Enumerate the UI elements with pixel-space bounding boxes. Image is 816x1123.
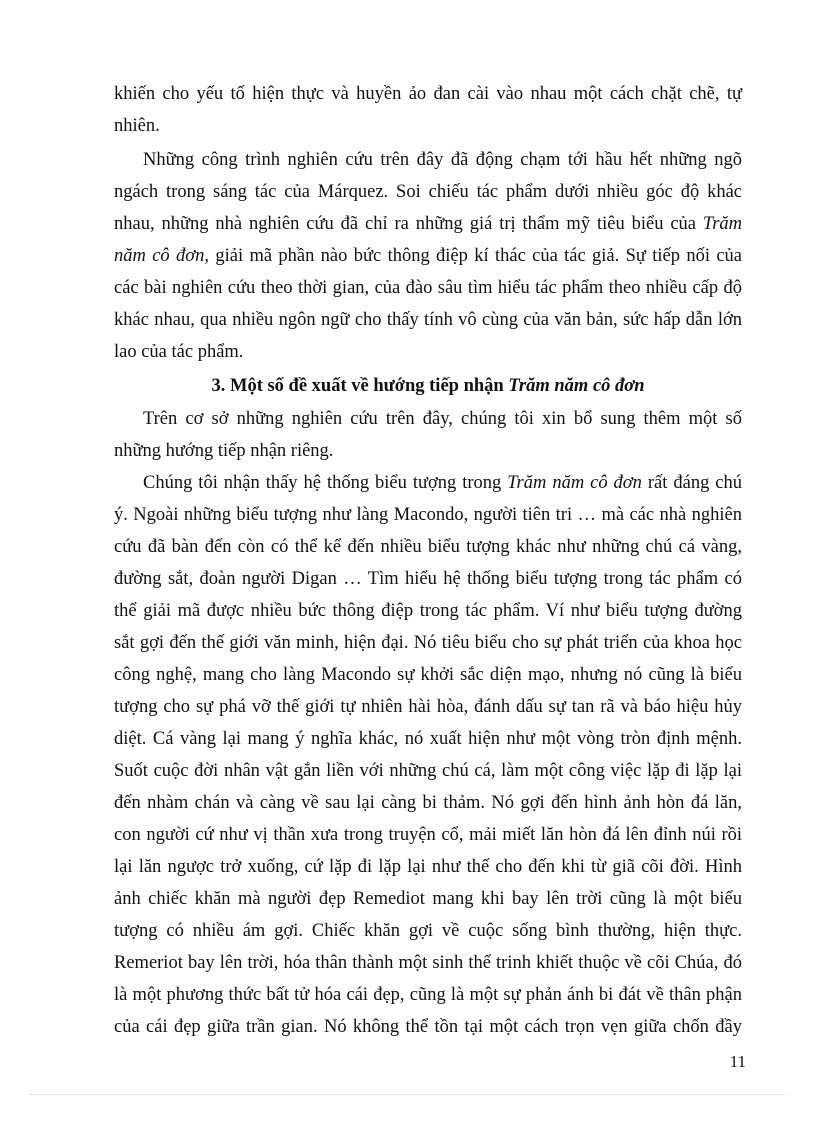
paragraph-line: của cái đẹp giữa trần gian. Nó không thể tồn tại một cách trọn vẹn giữa chốn đầy bbox=[114, 1017, 742, 1037]
paragraph-line: thể giải mã được nhiều bức thông điệp trong tác phẩm. Ví như biểu tượng đường bbox=[114, 601, 742, 621]
book-title-italic: Trăm năm cô đơn bbox=[507, 473, 642, 493]
paragraph-line: đường sắt, đoàn người Digan … Tìm hiểu hệ thống biểu tượng trong tác phẩm có bbox=[114, 569, 742, 589]
paragraph-line: khiến cho yếu tố hiện thực và huyền ảo đan cài vào nhau một cách chặt chẽ, tự bbox=[114, 84, 742, 104]
text-run: nhau, những nhà nghiên cứu đã chỉ ra những giá trị thẩm mỹ tiêu biểu của bbox=[114, 214, 703, 234]
text-run: Chúng tôi nhận thấy hệ thống biểu tượng trong bbox=[143, 473, 508, 493]
book-title-italic: Trăm bbox=[702, 214, 742, 234]
paragraph-line: những hướng tiếp nhận riêng. bbox=[114, 441, 334, 461]
paragraph-line: sắt gợi đến thế giới văn minh, hiện đại. Nó tiêu biểu cho sự phát triển của khoa học bbox=[114, 633, 742, 653]
paragraph-line: cứu đã bàn đến còn có thể kể đến nhiều biểu tượng khác như những chú cá vàng, bbox=[114, 537, 742, 557]
text-run: rất đáng chú bbox=[641, 473, 742, 493]
page-number: 11 bbox=[729, 1052, 746, 1071]
page-bottom-divider bbox=[30, 1094, 786, 1095]
paragraph-line: các bài nghiên cứu theo thời gian, của đào sâu tìm hiểu tác phẩm theo nhiều cấp độ bbox=[114, 278, 742, 298]
book-title-italic: năm cô đơn, bbox=[114, 246, 210, 266]
paragraph-line: lại lăn ngược trở xuống, cứ lặp đi lặp lại như thế cho đến khi từ giã cõi đời. Hình bbox=[114, 857, 742, 877]
paragraph-line: ảnh chiếc khăn mà người đẹp Remediot mang khi bay lên trời cũng là một biểu bbox=[114, 889, 742, 909]
heading-text: 3. Một số đề xuất về hướng tiếp nhận bbox=[211, 376, 509, 396]
paragraph-line bbox=[114, 212, 742, 236]
paragraph-line bbox=[114, 244, 742, 268]
paragraph-line: tượng cho sự phá vỡ thế giới tự nhiên hài hòa, đánh dấu sự tan rã và báo hiệu hủy bbox=[114, 697, 742, 717]
heading-book-title: Trăm năm cô đơn bbox=[508, 376, 645, 396]
text-run: giải mã phần nào bức thông điệp kí thác của tác giả. Sự tiếp nối của bbox=[209, 246, 742, 266]
paragraph-line: nhiên. bbox=[114, 116, 160, 136]
paragraph-line: ý. Ngoài những biểu tượng như làng Macondo, người tiên tri … mà các nhà nghiên bbox=[114, 505, 742, 525]
paragraph-line: là một phương thức bất tử hóa cái đẹp, cũng là một sự phản ánh bi đát về thân phận bbox=[114, 985, 742, 1005]
paragraph-line: lao của tác phẩm. bbox=[114, 342, 244, 362]
paragraph-line: đến nhàm chán và càng về sau lại càng bi thảm. Nó gợi đến hình ảnh hòn đá lăn, bbox=[114, 793, 742, 813]
paragraph-line: con người cứ như vị thần xưa trong truyện cổ, mải miết lăn hòn đá lên đỉnh núi rồi bbox=[114, 825, 742, 845]
paragraph-line: Suốt cuộc đời nhân vật gắn liền với những chú cá, làm một công việc lặp đi lặp lại bbox=[114, 761, 742, 781]
paragraph-line: ngách trong sáng tác của Márquez. Soi chiếu tác phẩm dưới nhiều góc độ khác bbox=[114, 182, 742, 202]
paragraph-line: tượng có nhiều ám gợi. Chiếc khăn gợi về cuộc sống bình thường, hiện thực. bbox=[114, 921, 742, 941]
paragraph-line: diệt. Cá vàng lại mang ý nghĩa khác, nó xuất hiện như một vòng tròn định mệnh. bbox=[114, 729, 742, 749]
paragraph-line: khác nhau, qua nhiều ngôn ngữ cho thấy tính vô cùng của văn bản, sức hấp dẫn lớn bbox=[114, 310, 742, 330]
paragraph-line: Trên cơ sở những nghiên cứu trên đây, chúng tôi xin bổ sung thêm một số bbox=[143, 409, 742, 429]
paragraph-line bbox=[143, 471, 742, 495]
paragraph-line: Những công trình nghiên cứu trên đây đã động chạm tới hầu hết những ngõ bbox=[143, 150, 742, 170]
paragraph-line: Remeriot bay lên trời, hóa thân thành một sinh thể trinh khiết thuộc về cõi Chúa, đó bbox=[114, 953, 742, 973]
section-heading bbox=[114, 374, 742, 398]
paragraph-line: công nghệ, mang cho làng Macondo sự khởi sắc diện mạo, nhưng nó cũng là biểu bbox=[114, 665, 742, 685]
